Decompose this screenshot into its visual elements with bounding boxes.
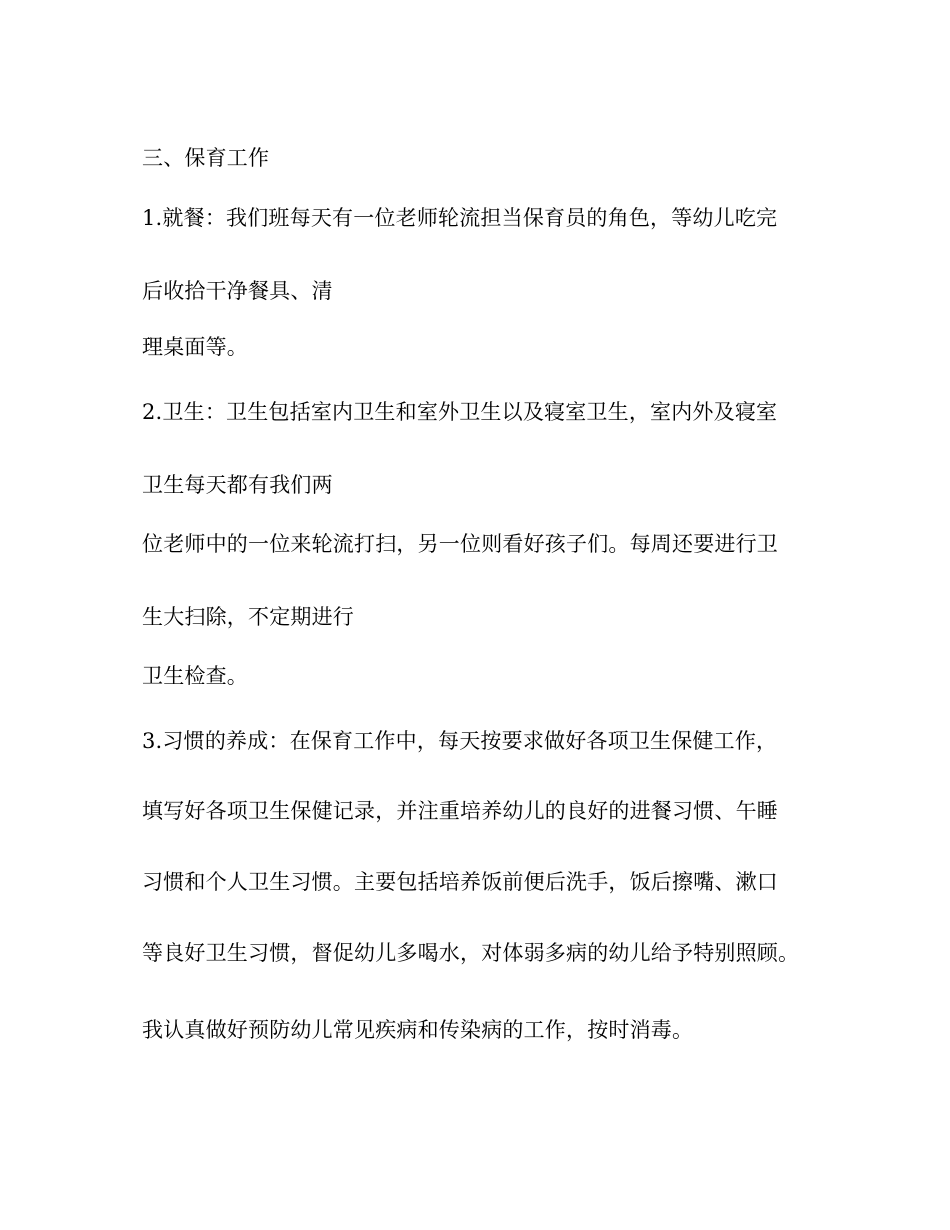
paragraph-line: 卫生检查。 — [142, 664, 248, 688]
paragraph-line: 位老师中的一位来轮流打扫，另一位则看好孩子们。每周还要进行卫 — [142, 532, 778, 556]
paragraph-line: 填写好各项卫生保健记录，并注重培养幼儿的良好的进餐习惯、午睡 — [142, 799, 778, 823]
paragraph-line: 2.卫生：卫生包括室内卫生和室外卫生以及寝室卫生，室内外及寝室 — [142, 400, 778, 424]
paragraph-line: 理桌面等。 — [142, 335, 248, 359]
paragraph-line: 3.习惯的养成：在保育工作中，每天按要求做好各项卫生保健工作， — [142, 729, 778, 753]
paragraph-line: 后收拾干净餐具、清 — [142, 279, 333, 303]
paragraph-line: 我认真做好预防幼儿常见疾病和传染病的工作，按时消毒。 — [142, 1018, 694, 1042]
paragraph-line: 习惯和个人卫生习惯。主要包括培养饭前便后洗手，饭后擦嘴、漱口 — [142, 870, 778, 894]
paragraph-line: 等良好卫生习惯，督促幼儿多喝水，对体弱多病的幼儿给予特别照顾。 — [142, 941, 800, 965]
paragraph-line: 生大扫除，不定期进行 — [142, 605, 354, 629]
paragraph-line: 卫生每天都有我们两 — [142, 473, 333, 497]
paragraph-line: 1.就餐：我们班每天有一位老师轮流担当保育员的角色，等幼儿吃完 — [142, 206, 778, 230]
section-heading: 三、保育工作 — [142, 146, 270, 170]
